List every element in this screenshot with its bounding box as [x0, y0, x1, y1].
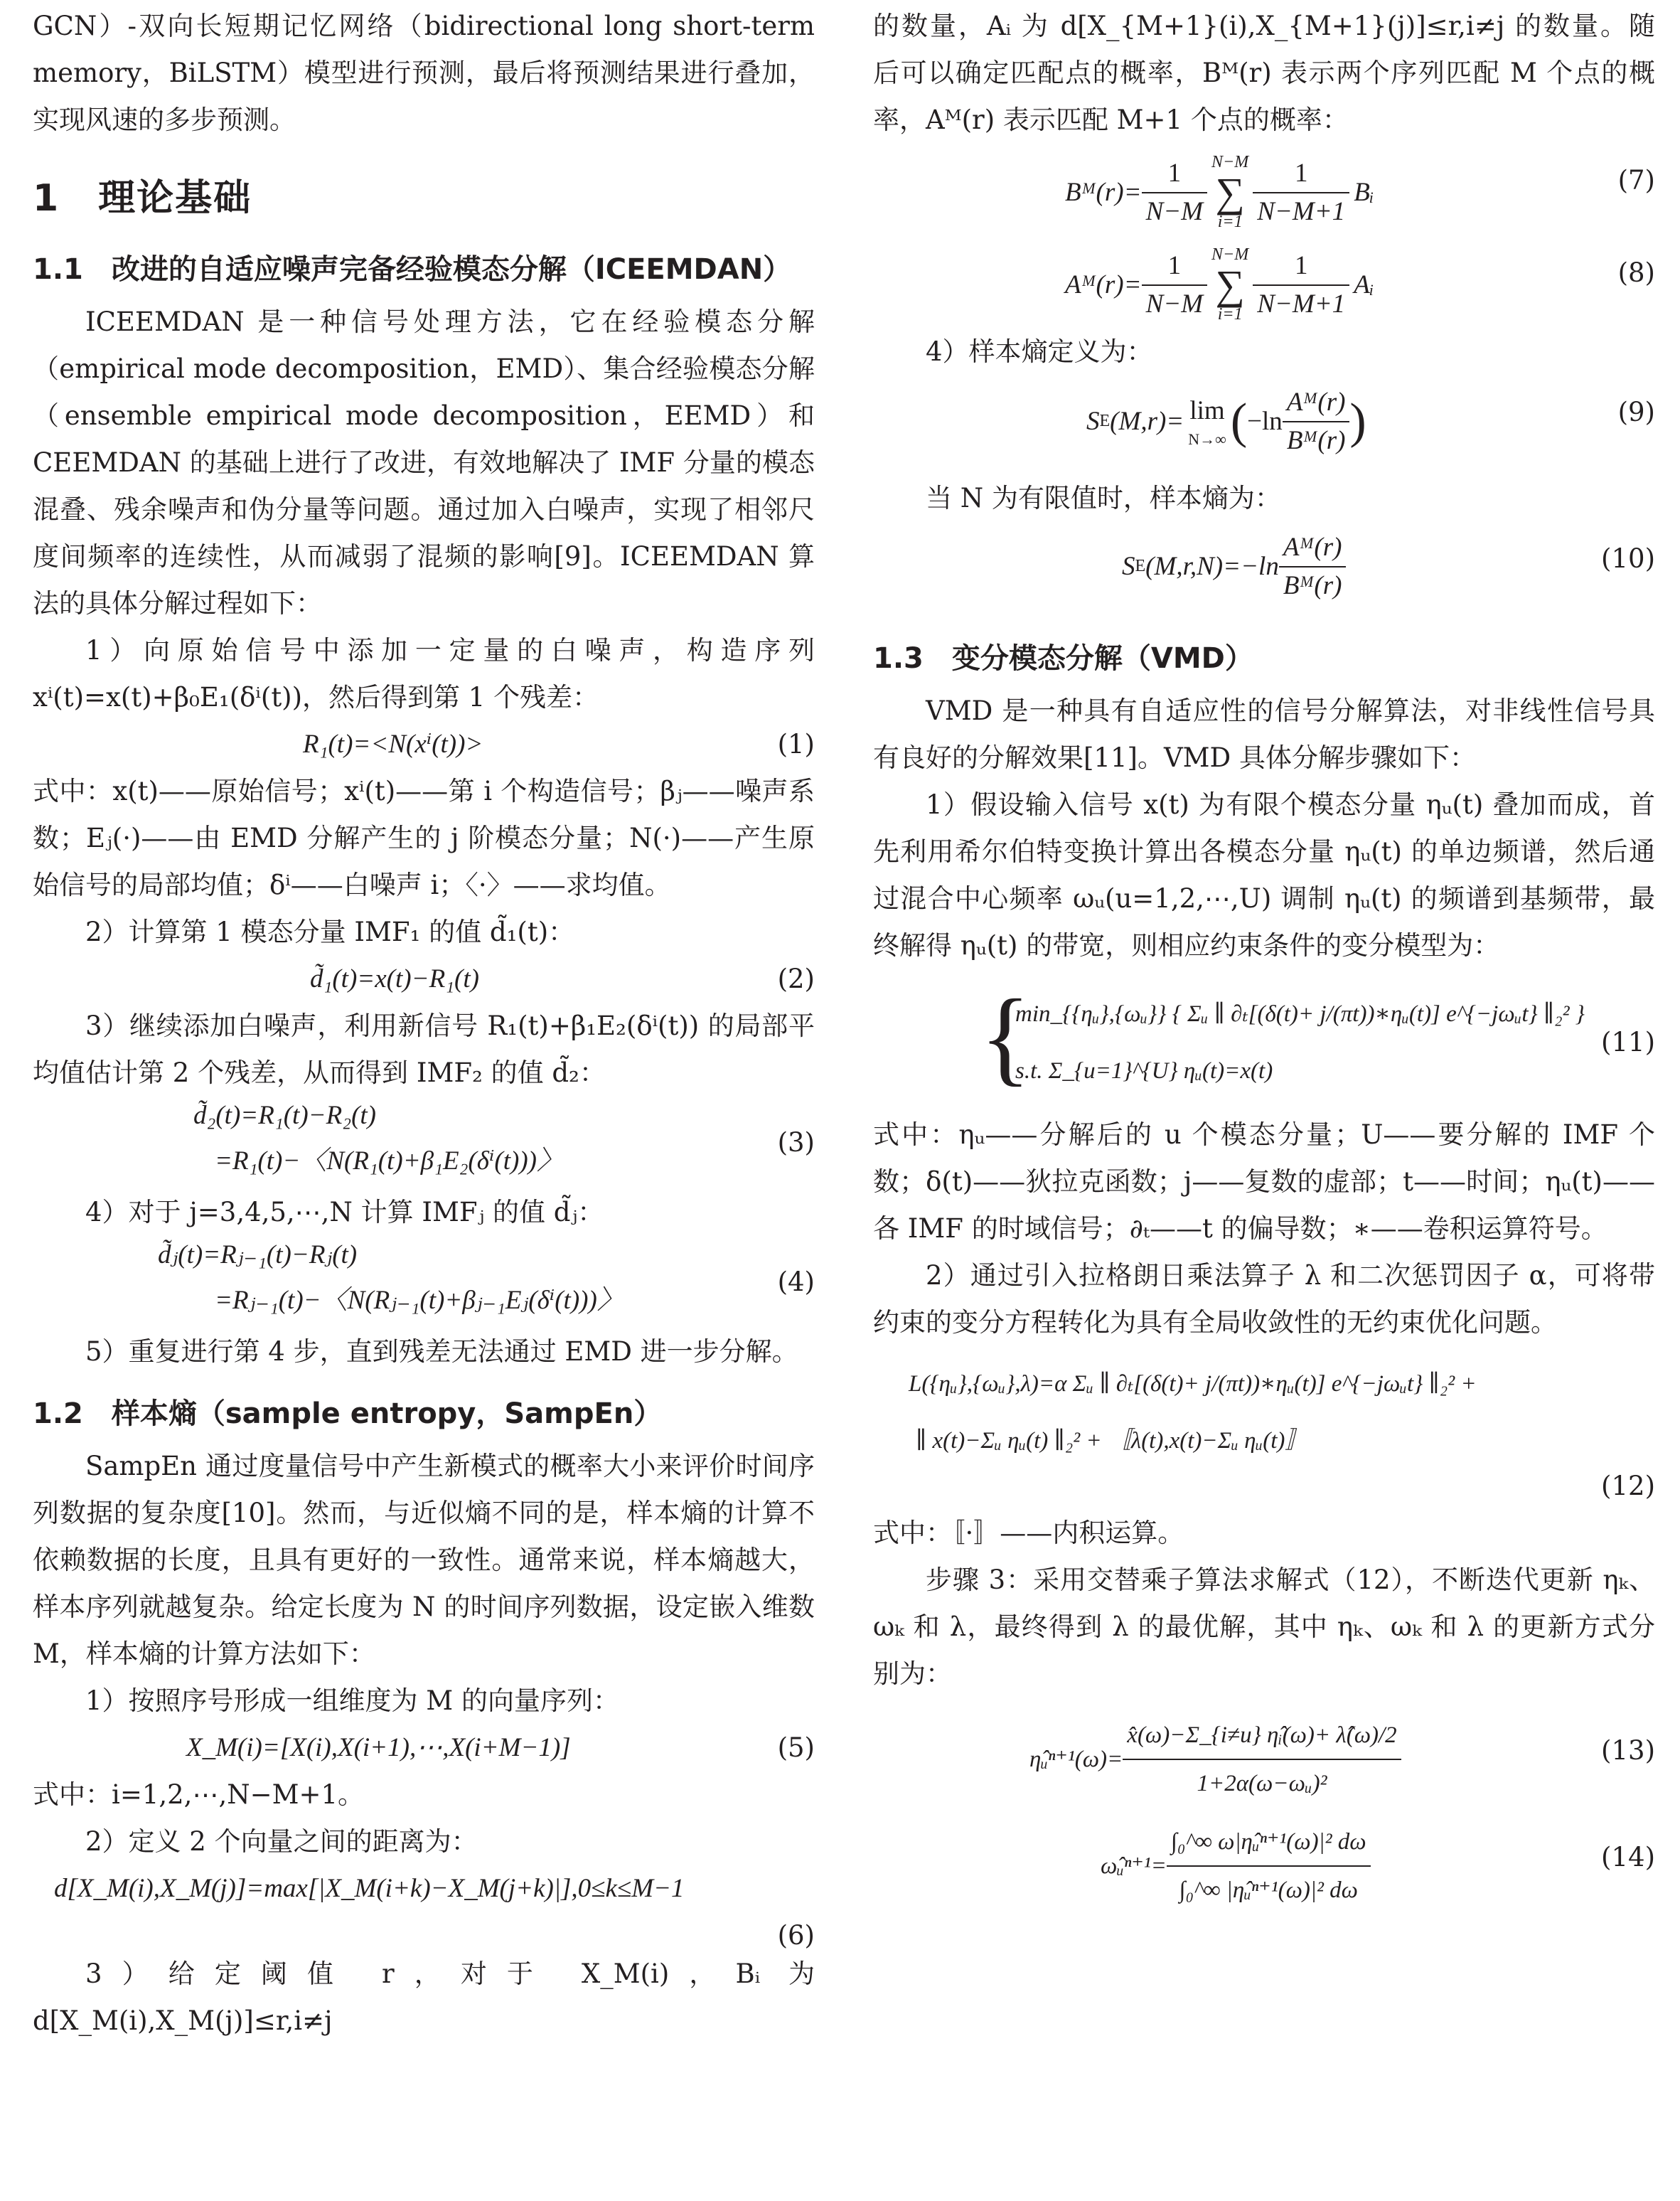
s12-paragraph: SampEn 通过度量信号中产生新模式的概率大小来评价时间序列数据的复杂度[10]。然而，与近似熵不同的是，样本熵的计算不依赖数据的长度，且具有更好的一致性。通常来说，样本熵越大，样本序列就越复杂。给定长度为 N 的时间序列数据，设定嵌入维数 M，样本熵的计算方法如下：: [33, 1451, 815, 1669]
equation-14: ω̂ᵤⁿ⁺¹= $\frac{\text{∫₀\textasciicircum{}∞ ω|η̂ᵤⁿ⁺¹(ω)|² dω}}{\text{∫₀\textasciicircum{}∞ |η̂ᵤⁿ⁺¹(ω)|² dω}}$ (14): [873, 1804, 1655, 1911]
s11-step3: 3）继续添加白噪声，利用新信号 R₁(t)+β₁E₂(δⁱ(t)) 的局部平均值估计第 2 个残差，从而得到 IMF₂ 的值 d̃₂：: [33, 1011, 815, 1088]
subsection-1-3-title: 1.3 变分模态分解（VMD）: [873, 642, 1253, 675]
equation-9: S E (M,r)= lim N→∞ ( −ln $\frac{\text{Aᴹ(r)}}{\text{Bᴹ(r)}}$ ) (9): [873, 375, 1655, 475]
equation-11: { min_{{ηᵤ},{ωᵤ}} { Σᵤ ∥ ∂ₜ[(δ(t)+ j/(πt))∗ηᵤ(t)] e^{−jωᵤt} ∥₂² } s.t. Σ_{u=1}^{U} ηᵤ(t)=x(t) (11): [980, 978, 1655, 1096]
equation-3: d̃₂(t)=R₁(t)−R₂(t) =R₁(t)−〈N(R₁(t)+β₁E₂(δⁱ(t)))〉 (3): [193, 1101, 815, 1176]
right-column: [873, 0, 1655, 1911]
s11-paragraph: ICEEMDAN 是一种信号处理方法，它在经验模态分解（empirical mode decomposition，EMD）、集合经验模态分解（ensemble empirical mode decomposition，EEMD）和 CEEMDAN 的基础上进行了改进，有效地解决了 IMF 分量的模态混叠、残余噪声和伪分量等问题。通过加入白噪声，实现了相邻尺度间频率的连续性，从而减弱了混频的影响[9]。ICEEMDAN 算法的具体分解过程如下：: [33, 307, 815, 619]
s12-step3: 3）给定阈值 r，对于 X_M(i)，Bᵢ 为 d[X_M(i),X_M(j)]≤r,i≠j: [33, 1958, 815, 2036]
equation-4: d̃ⱼ(t)=Rⱼ₋₁(t)−Rⱼ(t) =Rⱼ₋₁(t)−〈N(Rⱼ₋₁(t)+βⱼ₋₁Eⱼ(δⁱ(t)))〉 (4): [158, 1240, 815, 1315]
equation-1: R₁(t)=<N(xⁱ(t))> (1): [303, 729, 815, 760]
s11-where1: 式中：x(t)——原始信号；xⁱ(t)——第 i 个构造信号；βⱼ——噪声系数；Eⱼ(·)——由 EMD 分解产生的 j 阶模态分量；N(·)——产生原始信号的局部均值；δⁱ——白噪声 i；〈·〉——求均值。: [33, 776, 815, 900]
equation-13: η̂ᵤⁿ⁺¹(ω)= $\frac{\text{x̂(ω)−Σ\_\{i≠u\} η̂ᵢ(ω)+ λ̂(ω)/2}}{\text{1+2α(ω−ωᵤ)²}}$ (13): [873, 1698, 1655, 1804]
s11-step1: 1）向原始信号中添加一定量的白噪声，构造序列 xⁱ(t)=x(t)+β₀E₁(δⁱ(t))，然后得到第 1 个残差：: [33, 635, 815, 713]
subsection-1-2-title: 1.2 样本熵（sample entropy，SampEn）: [33, 1397, 663, 1430]
left-column: [33, 0, 815, 2045]
s13-paragraph: VMD 是一种具有自适应性的信号分解算法，对非线性信号具有良好的分解效果[11]。VMD 具体分解步骤如下：: [873, 696, 1655, 773]
equation-8: Aᴹ(r)= $\frac{1}{N-M}$ N−M ∑ i=1 $\frac{1}{N-M+1}$ Aᵢ (8): [1065, 245, 1655, 324]
equation-7: Bᴹ(r)= $\frac{1}{N-M}$ N−M ∑ i=1 $\frac{1}{N-M+1}$ Bᵢ (7): [1065, 153, 1655, 231]
s13-step2: 2）通过引入拉格朗日乘法算子 λ 和二次惩罚因子 α，可将带约束的变分方程转化为具有全局收敛性的无约束优化问题。: [873, 1260, 1655, 1338]
equation-12: L({ηᵤ},{ωᵤ},λ)=α Σᵤ ∥ ∂ₜ[(δ(t)+ j/(πt))∗ηᵤ(t)] e^{−jωᵤt} ∥₂² + ∥ x(t)−Σᵤ ηᵤ(t) ∥₂² + 〚λ(t),x(t)−Σᵤ ηᵤ(t)〛 (12): [909, 1371, 1655, 1501]
s12-finite-text: 当 N 为有限值时，样本熵为：: [926, 483, 1281, 513]
s12-step2: 2）定义 2 个向量之间的距离为：: [85, 1826, 478, 1857]
equation-6: d[X_M(i),X_M(j)]=max[|X_M(i+k)−X_M(j+k)|],0≤k≤M−1 (6): [54, 1874, 815, 1951]
s13-step1: 1）假设输入信号 x(t) 为有限个模态分量 ηᵤ(t) 叠加而成，首先利用希尔伯特变换计算出各模态分量 ηᵤ(t) 的单边频谱，然后通过混合中心频率 ωᵤ(u=1,2,⋯,U) 调制 ηᵤ(t) 的频谱到基频带，最终解得 ηᵤ(t) 的带宽，则相应约束条件的变分模型为：: [873, 789, 1655, 961]
equation-2: d̃₁(t)=x(t)−R₁(t) (2): [310, 964, 815, 994]
intro-paragraph: GCN）-双向长短期记忆网络（bidirectional long short-term memory，BiLSTM）模型进行预测，最后将预测结果进行叠加，实现风速的多步预测。: [33, 11, 815, 135]
s11-step4: 4）对于 j=3,4,5,⋯,N 计算 IMFⱼ 的值 d̃ⱼ：: [85, 1197, 604, 1227]
s13-where12: 式中：〚·〛——内积运算。: [873, 1518, 1184, 1548]
equation-10: S E (M,r,N)=−ln $\frac{\text{Aᴹ(r)}}{\text{Bᴹ(r)}}$ (10): [873, 522, 1655, 614]
s13-where11: 式中：ηᵤ——分解后的 u 个模态分量；U——要分解的 IMF 个数；δ(t)——狄拉克函数；j——复数的虚部；t——时间；ηᵤ(t)——各 IMF 的时域信号；∂ₜ——t 的偏导数；∗——卷积运算符号。: [873, 1119, 1655, 1244]
equation-5: X_M(i)=[X(i),X(i+1),⋯,X(i+M−1)] (5): [186, 1732, 815, 1763]
s12-step1: 1）按照序号形成一组维度为 M 的向量序列：: [85, 1685, 619, 1716]
s11-step2: 2）计算第 1 模态分量 IMF₁ 的值 d̃₁(t)：: [85, 917, 575, 947]
subsection-1-1-title: 1.1 改进的自适应噪声完备经验模态分解（ICEEMDAN）: [33, 253, 792, 286]
section-title: 1 理论基础: [33, 177, 252, 220]
s13-step3: 步骤 3：采用交替乘子算法求解式（12），不断迭代更新 ηₖ、ωₖ 和 λ，最终得到 λ 的最优解，其中 ηₖ、ωₖ 和 λ 的更新方式分别为：: [873, 1565, 1655, 1689]
s12-where5: 式中：i=1,2,⋯,N−M+1。: [33, 1779, 365, 1810]
continued-paragraph: 的数量，Aᵢ 为 d[X_{M+1}(i),X_{M+1}(j)]≤r,i≠j 的数量。随后可以确定匹配点的概率，Bᴹ(r) 表示两个序列匹配 M 个点的概率，Aᴹ(r) 表示匹配 M+1 个点的概率：: [873, 11, 1655, 135]
s11-step5: 5）重复进行第 4 步，直到残差无法通过 EMD 进一步分解。: [85, 1336, 798, 1367]
s12-step4: 4）样本熵定义为：: [926, 336, 1153, 367]
